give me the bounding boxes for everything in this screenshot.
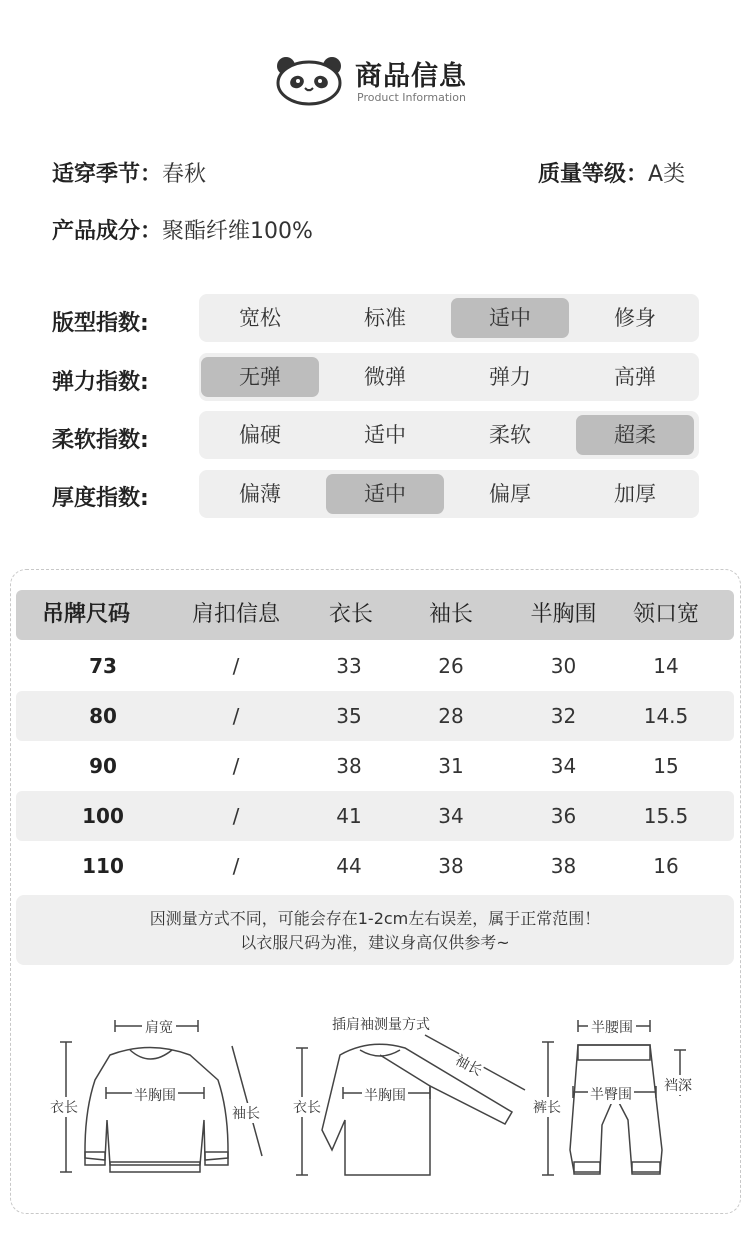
thickness-option-selected: 适中 [326,474,444,514]
hip-label: 半臀围 [588,1084,634,1104]
note-line: 以衣服尺码为准，建议身高仅供参考~ [240,933,510,952]
table-cell: 41 [336,804,362,828]
header-cell: 领口宽 [632,602,699,627]
table-cell: 30 [550,654,577,678]
table-cell: 16 [653,854,679,878]
header-cell: 衣长 [328,602,373,627]
table-cell: / [232,654,240,678]
grade-info [538,157,685,188]
table-cell: 15 [653,754,679,778]
table-cell: / [232,804,240,828]
measurement-note [16,895,734,965]
thickness-option: 加厚 [614,482,656,506]
table-cell: 44 [336,854,362,878]
page-title: 商品信息 [355,61,467,92]
thickness-index-bar [199,470,699,518]
table-cell: 34 [550,754,577,778]
fit-index-bar [199,294,699,342]
table-cell: 38 [550,854,577,878]
fit-index-label: 版型指数: [52,311,149,336]
table-cell: 28 [438,704,464,728]
table-cell: 38 [438,854,464,878]
material-label: 产品成分： [52,219,163,244]
pants-length-label: 裤长 [533,1097,561,1117]
size-table-header [16,590,734,640]
softness-option: 偏硬 [239,423,281,447]
raglan-length-label: 衣长 [293,1097,321,1117]
header-cell: 吊牌尺码 [41,602,130,627]
table-cell: 31 [438,754,464,778]
table-cell: 35 [336,704,362,728]
softness-option-selected: 超柔 [576,415,694,455]
elasticity-option: 微弹 [364,365,406,389]
panda-logo-icon [274,54,344,106]
table-cell: 73 [89,654,117,678]
thickness-option: 偏薄 [239,482,281,506]
table-row [16,741,734,791]
softness-index-bar [199,411,699,459]
material-info [52,214,313,245]
fit-option: 修身 [614,306,656,330]
season-label: 适穿季节： [52,162,163,187]
fit-option-selected: 适中 [451,298,569,338]
note-line: 因测量方式不同，可能会存在1-2cm左右误差，属于正常范围！ [149,909,601,928]
table-row [16,791,734,841]
raglan-illustration [296,1035,525,1175]
header-cell: 半胸围 [530,602,597,627]
table-cell: 110 [82,854,124,878]
season-value: 春秋 [162,162,207,187]
raglan-title: 插肩袖测量方式 [332,1017,430,1033]
raglan-chest-label: 半胸围 [362,1085,408,1105]
season-info [52,157,206,188]
page-subtitle: Product Information [357,91,466,104]
table-row [16,641,734,691]
waist-label: 半腰围 [588,1017,636,1037]
sweater-length-label: 衣长 [50,1097,78,1117]
elasticity-option-selected: 无弹 [201,357,319,397]
elasticity-option: 弹力 [489,365,531,389]
fit-option: 标准 [364,306,406,330]
elasticity-index-label: 弹力指数: [52,370,149,395]
table-row [16,691,734,741]
sweater-chest-label: 半胸围 [132,1085,178,1105]
material-value: 聚酯纤维100% [162,219,313,244]
table-cell: / [232,754,240,778]
table-cell: 14 [653,654,679,678]
softness-option: 柔软 [489,423,531,447]
table-cell: 90 [89,754,117,778]
softness-option: 适中 [364,423,406,447]
table-cell: / [232,704,240,728]
grade-value: A类 [648,162,686,187]
header-cell: 袖长 [428,602,473,627]
table-cell: 34 [438,804,464,828]
table-cell: 15.5 [643,804,689,828]
fit-option: 宽松 [239,306,281,330]
table-cell: 14.5 [643,704,689,728]
header-cell: 肩扣信息 [191,602,280,627]
elasticity-index-bar [199,353,699,401]
table-cell: 33 [336,654,362,678]
table-cell: 38 [336,754,362,778]
table-cell: / [232,854,240,878]
table-row [16,841,734,891]
thickness-option: 偏厚 [489,482,531,506]
table-cell: 36 [550,804,577,828]
elasticity-option: 高弹 [614,365,656,389]
sweater-sleeve-label: 袖长 [232,1103,260,1123]
raglan-sleeve-label: 袖长 [452,1050,486,1081]
rise-label: 裆深 [664,1075,692,1095]
softness-index-label: 柔软指数: [52,428,149,453]
table-cell: 80 [89,704,117,728]
table-cell: 26 [438,654,464,678]
shoulder-label: 肩宽 [142,1017,176,1037]
table-cell: 100 [82,804,124,828]
table-cell: 32 [550,704,577,728]
thickness-index-label: 厚度指数: [52,486,149,511]
grade-label: 质量等级： [538,162,649,187]
